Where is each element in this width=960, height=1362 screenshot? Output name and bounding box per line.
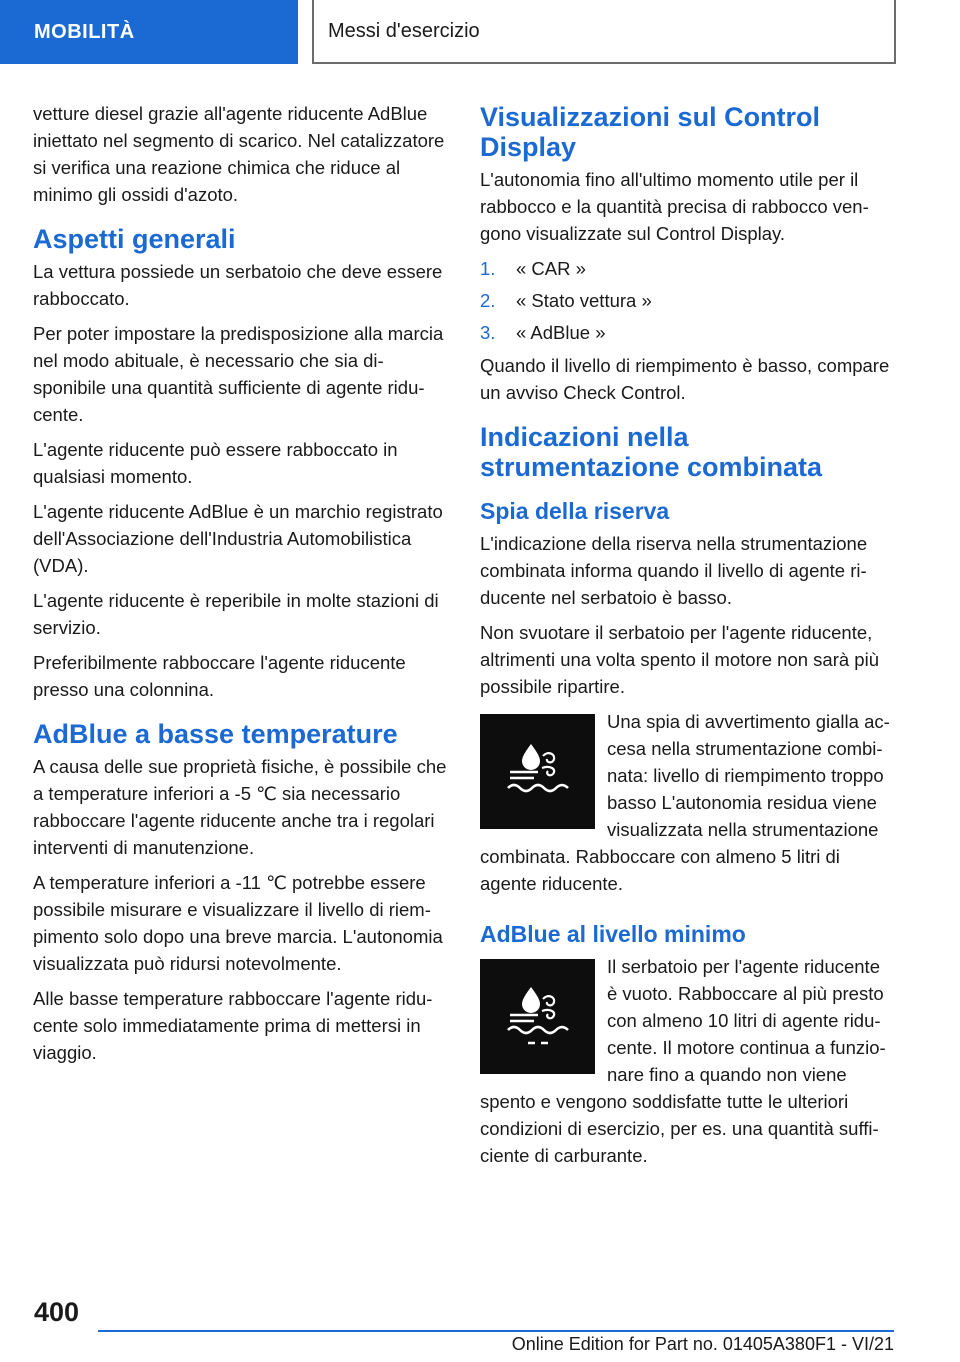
step-label: « AdBlue »	[516, 322, 606, 343]
footer-edition: Online Edition for Part no. 01405A380F1 - VI/21	[511, 1334, 894, 1354]
reserve-heading: Spia della riserva	[480, 498, 670, 524]
adblue-reserve-glyph	[498, 732, 578, 812]
check-control-paragraph: Quando il livello di riempimento è basso, compare un avviso Check Control.	[480, 355, 890, 403]
adblue-minimum-icon	[480, 959, 595, 1074]
general-heading: Aspetti generali	[33, 224, 236, 254]
menu-step	[480, 319, 894, 346]
left-column	[33, 100, 447, 1074]
adblue-minimum-glyph	[498, 977, 578, 1057]
general-paragraph-6: Preferibilmente rabboccare l'agente riducente presso una colonnina.	[33, 652, 406, 700]
control-display-paragraph: L'autonomia fino all'ultimo momento utile per il rabbocco e la quantità precisa di rabbocco vengono visualizzate sul Control Display.	[480, 169, 869, 244]
intro-paragraph: vetture diesel grazie all'agente riducente AdBlue iniettato nel segmento di scarico. Nel catalizzatore si verifica una reazione chimica che riduce al minimo gli ossidi d'azoto.	[33, 103, 445, 205]
general-paragraph-1: La vettura possiede un serbatoio che deve essere rabboccato.	[33, 261, 443, 309]
step-number: 2.	[480, 290, 496, 311]
general-paragraph-2: Per poter impostare la predisposizione alla marcia nel modo abituale, è necessario che sia disponibile una quantità sufficiente di agente riducente.	[33, 323, 444, 425]
cluster-heading: Indicazioni nella strumentazione combinata	[480, 422, 823, 482]
reserve-warning-text: Una spia di avvertimento gialla accesa nella strumentazione combinata: livello di riempimento troppo basso L'autonomia residua viene visualizzata nella strumentazione combinata. Rabboccare con almeno 5 litri di agente riducente.	[480, 711, 890, 894]
general-paragraph-4: L'agente riducente AdBlue è un marchio registrato dell'Associazione dell'Industria Automobilistica (VDA).	[33, 501, 443, 576]
step-number: 3.	[480, 322, 496, 343]
step-label: « CAR »	[516, 258, 586, 279]
low-temp-paragraph-1: A causa delle sue proprietà fisiche, è possibile che a temperature inferiori a -5 ℃ sia necessario rabboccare l'agente riducente anche tra i regolari interventi di manutenzione.	[33, 756, 447, 858]
general-paragraph-5: L'agente riducente è reperibile in molte stazioni di servizio.	[33, 590, 439, 638]
low-temp-heading: AdBlue a basse temperature	[33, 719, 398, 749]
header-section-tab[interactable]	[0, 0, 298, 64]
reserve-warning-block	[480, 708, 894, 905]
footer-divider	[98, 1330, 894, 1332]
menu-steps-list	[480, 255, 894, 346]
control-display-heading: Visualizzazioni sul Control Display	[480, 102, 821, 162]
reserve-paragraph-1: L'indicazione della riserva nella strumentazione combinata informa quando il livello di agente riducente nel serbatoio è basso.	[480, 533, 868, 608]
header-chapter-tab[interactable]	[312, 0, 896, 64]
low-temp-paragraph-3: Alle basse temperature rabboccare l'agente riducente solo immediatamente prima di mettersi in viaggio.	[33, 988, 433, 1063]
page-number: 400	[34, 1297, 80, 1327]
step-label: « Stato vettura »	[516, 290, 652, 311]
reserve-paragraph-2: Non svuotare il serbatoio per l'agente riducente, altrimenti una volta spento il motore non sarà più possibile ripartire.	[480, 622, 879, 697]
minimum-heading: AdBlue al livello minimo	[480, 921, 746, 947]
header-chapter-label: Messi d'esercizio	[328, 19, 480, 42]
low-temp-paragraph-2: A temperature inferiori a -11 ℃ potrebbe essere possibile misurare e visualizzare il livello di riempimento solo dopo una breve marcia. L'autonomia visualizzata può ridursi notevolmente.	[33, 872, 443, 974]
adblue-reserve-icon	[480, 714, 595, 829]
right-column	[480, 100, 894, 1177]
menu-step	[480, 255, 894, 282]
minimum-warning-block	[480, 953, 894, 1177]
general-paragraph-3: L'agente riducente può essere rabboccato in qualsiasi momento.	[33, 439, 398, 487]
minimum-warning-text: Il serbatoio per l'agente riducente è vuoto. Rabboccare al più presto con almeno 10 litri di agente riducente. Il motore continua a funzionare fino a quando non viene spento e vengono soddisfatte tutte le ulteriori condizioni di esercizio, per es. una quantità sufficiente di carburante.	[480, 956, 886, 1166]
menu-step	[480, 287, 894, 314]
header-section-label: MOBILITÀ	[34, 20, 135, 43]
step-number: 1.	[480, 258, 496, 279]
